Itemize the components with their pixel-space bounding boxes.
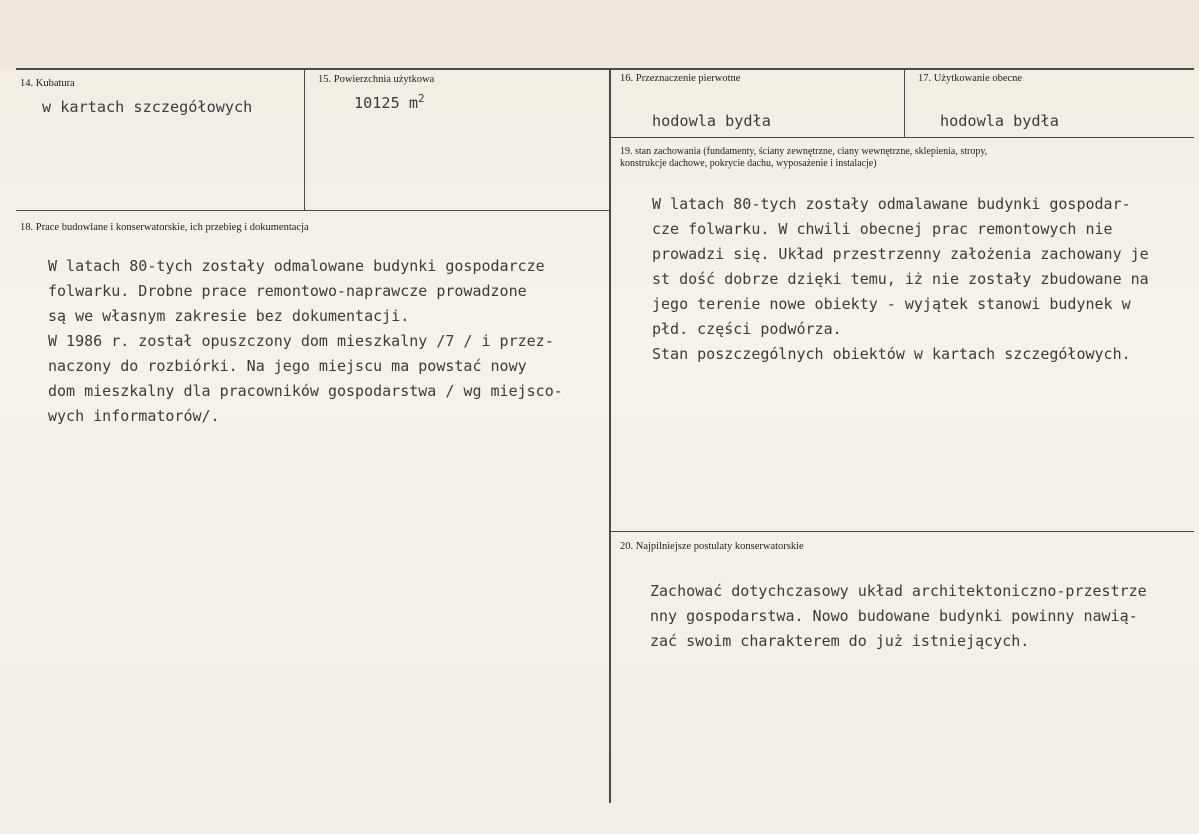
field-18-line: wych informatorów/.: [48, 407, 220, 425]
field-19-line: cze folwarku. W chwili obecnej prac remontowych nie: [652, 220, 1113, 238]
field-19-label-line: 19. stan zachowania (fundamenty, ściany zewnętrzne, ciany wewnętrzne, sklepienia, stropy,: [620, 146, 988, 157]
field-19-line: jego terenie nowe obiekty - wyjątek stanowi budynek w: [652, 295, 1131, 313]
rule-under-16-17: [610, 137, 1194, 138]
rule-above-20: [610, 531, 1194, 532]
field-19-line: st dość dobrze dzięki temu, iż nie zostały zbudowane na: [652, 270, 1149, 288]
field-20-line: zać swoim charakterem do już istniejących.: [650, 632, 1030, 650]
field-14-value: w kartach szczegółowych: [42, 98, 253, 116]
field-16-label: 16. Przeznaczenie pierwotne: [620, 73, 741, 84]
field-20-line: Zachować dotychczasowy układ architektoniczno-przestrze: [650, 582, 1147, 600]
field-17-value: hodowla bydła: [940, 112, 1059, 130]
field-19-text: [652, 192, 1149, 367]
field-15-number: 10125 m: [354, 94, 419, 113]
field-15-value: [354, 92, 425, 112]
field-19-label-line: konstrukcje dachowe, pokrycie dachu, wyposażenie i instalacje): [620, 158, 877, 169]
field-18-label: 18. Prace budowlane i konserwatorskie, ich przebieg i dokumentacja: [20, 222, 309, 233]
field-18-line: naczony do rozbiórki. Na jego miejscu ma powstać nowy: [48, 357, 527, 375]
rule-under-14-15: [16, 210, 610, 211]
field-19-line: Stan poszczególnych obiektów w kartach szczegółowych.: [652, 345, 1131, 363]
field-20-line: nny gospodarstwa. Nowo budowane budynki powinny nawią-: [650, 607, 1138, 625]
field-18-line: W 1986 r. został opuszczony dom mieszkalny /7 / i przez-: [48, 332, 554, 350]
divider-14-15: [304, 69, 305, 211]
field-20-text: [650, 579, 1147, 654]
field-19-line: płd. części podwórza.: [652, 320, 842, 338]
field-18-text: [48, 254, 563, 429]
field-20-label: 20. Najpilniejsze postulaty konserwatorskie: [620, 541, 804, 552]
top-rule: [16, 68, 1194, 70]
field-19-line: prowadzi się. Układ przestrzenny założenia zachowany je: [652, 245, 1149, 263]
field-18-line: folwarku. Drobne prace remontowo-naprawcze prowadzone: [48, 282, 527, 300]
field-19-line: W latach 80-tych zostały odmalawane budynki gospodar-: [652, 195, 1131, 213]
divider-16-17: [904, 69, 905, 138]
field-16-value: hodowla bydła: [652, 112, 771, 130]
field-17-label: 17. Użytkowanie obecne: [918, 73, 1023, 84]
center-divider: [609, 69, 611, 803]
field-18-line: są we własnym zakresie bez dokumentacji.: [48, 307, 410, 325]
field-19-label: [620, 146, 1190, 170]
field-15-unit-superscript: 2: [418, 92, 425, 105]
field-14-label: 14. Kubatura: [20, 78, 75, 89]
field-18-line: dom mieszkalny dla pracowników gospodarstwa / wg miejsco-: [48, 382, 563, 400]
card-top-margin: [0, 0, 1199, 68]
field-18-line: W latach 80-tych zostały odmalowane budynki gospodarcze: [48, 257, 545, 275]
field-15-label: 15. Powierzchnia użytkowa: [318, 74, 435, 85]
